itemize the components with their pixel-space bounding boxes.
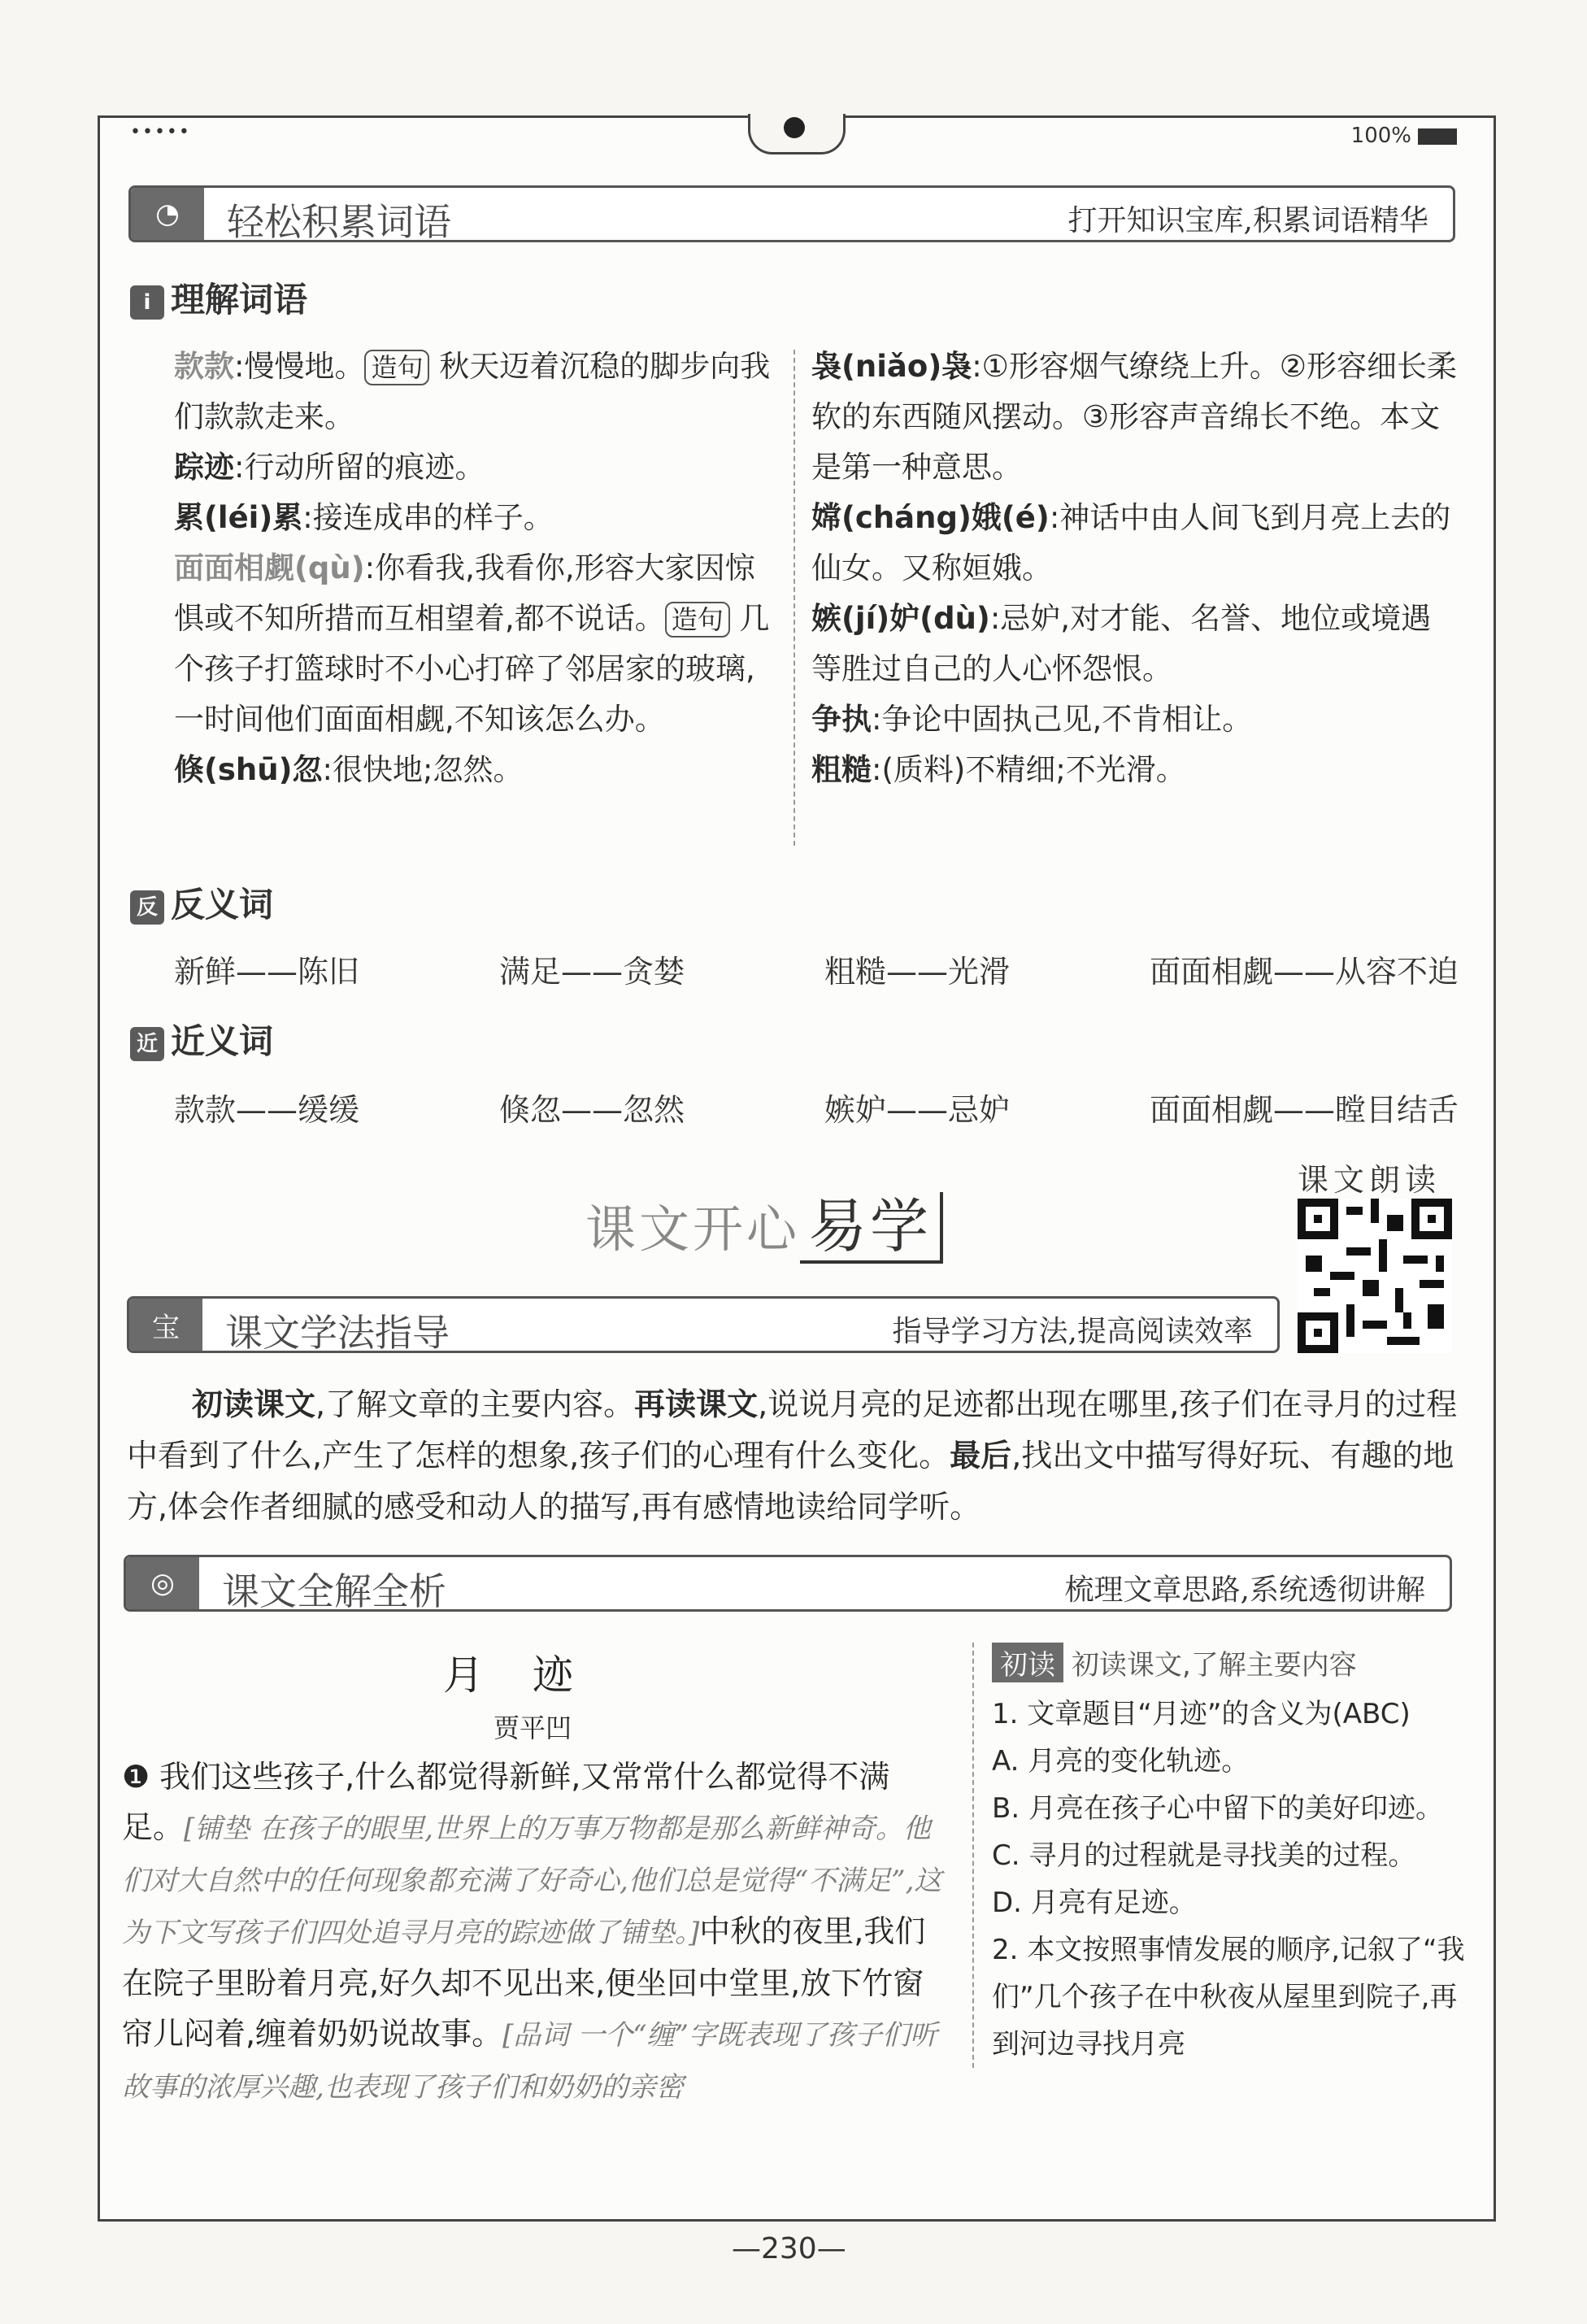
word-pair: 倏忽——忽然 [498, 1092, 685, 1128]
antonym-pairs [174, 947, 1459, 991]
signal-indicator: ••••• [130, 122, 191, 142]
heading-text: 初读课文,了解主要内容 [1072, 1649, 1357, 1682]
example-tag: 造句 [364, 350, 429, 385]
article-text: 中秋的夜里,我们在院子里盼着月亮,好久却不见出来,便坐回中堂里,放下竹窗帘儿闷着,缠着奶奶说故事。 [122, 1913, 926, 2052]
vocab-term: 嫉(jí)妒(dù) [811, 601, 990, 636]
page-number: —230— [732, 2232, 846, 2265]
section-title: 课文学法指导 [225, 1311, 450, 1355]
vocab-term: 面面相觑(qù) [174, 551, 365, 585]
word-pair: 面面相觑——瞠目结舌 [1149, 1092, 1459, 1128]
section-slogan: 指导学习方法,提高阅读效率 [892, 1315, 1253, 1348]
vocab-term: 嫦(cháng)娥(é) [811, 500, 1050, 535]
vocab-def: :慢慢地。 [234, 349, 365, 384]
vocab-def: :(质料)不精细;不光滑。 [872, 752, 1186, 787]
annotation-note: [品词 一个“缠”字既表现了孩子们听故事的浓厚兴趣,也表现了孩子们和奶奶的亲密 [122, 2019, 937, 2104]
option: A. 月亮的变化轨迹。 [992, 1745, 1250, 1778]
option: B. 月亮在孩子心中留下的美好印迹。 [992, 1792, 1443, 1825]
vocab-entry [174, 342, 776, 442]
synonyms-heading [130, 1015, 273, 1064]
section-title: 轻松积累词语 [227, 200, 451, 244]
heading-text: 近义词 [171, 1021, 274, 1061]
vocab-left-column [174, 342, 776, 795]
vocab-entry [811, 342, 1459, 493]
target-icon: ◎ [126, 1557, 199, 1609]
qr-label: 课文朗读 [1298, 1162, 1441, 1198]
word-pair: 嫉妒——忌妒 [824, 1092, 1010, 1128]
vocab-example: 几个孩子打篮球时不小心打碎了邻居家的玻璃,一时间他们面面相觑,不知该怎么办。 [174, 601, 770, 737]
option: D. 月亮有足迹。 [992, 1887, 1197, 1919]
treasure-icon: 宝 [129, 1299, 202, 1351]
word-pair: 新鲜——陈旧 [174, 954, 360, 990]
article-title: 月迹 [443, 1652, 622, 1699]
title-emphasis: 易学 [800, 1192, 943, 1264]
synonym-icon: 近 [130, 1027, 164, 1061]
title-prefix: 课文开心 [585, 1199, 801, 1259]
questions-heading [992, 1643, 1480, 1682]
method-step: 再读课文 [634, 1386, 759, 1422]
vocab-entry [174, 543, 776, 745]
battery-indicator [1351, 124, 1457, 148]
vocab-def: :争论中固执己见,不肯相让。 [872, 702, 1253, 737]
battery-icon [1418, 128, 1457, 145]
vocab-def: :接连成串的样子。 [302, 500, 554, 535]
section-method [127, 1296, 1280, 1353]
vocab-right-column [811, 342, 1459, 795]
example-tag: 造句 [665, 602, 730, 638]
vocab-def: :你看我,我看你,形容大家因惊惧或不知所措而互相望着,都不说话。 [174, 551, 755, 636]
question: 1. 文章题目“月迹”的含义为(ABC) [992, 1698, 1411, 1730]
method-text: ,说说月亮的足迹都出现在哪里,孩子们在寻月的过程中看到了什么,产生了怎样的想象,孩子们的心理有什么变化。 [127, 1386, 1458, 1473]
section-analysis [124, 1555, 1452, 1612]
vocab-entry [811, 694, 1459, 745]
vocab-example: 秋天迈着沉稳的脚步向我们款款走来。 [174, 349, 771, 434]
heading-text: 理解词语 [171, 280, 308, 320]
vocab-term: 争执 [811, 702, 872, 737]
article-body [122, 1752, 943, 2113]
annotation-note: [铺垫 在孩子的眼里,世界上的万事万物都是那么新鲜神奇。他们对大自然中的任何现象都充满了好奇心,他们总是觉得“不满足”,这为下文写孩子们四处追寻月亮的踪迹做了铺垫。] [122, 1813, 942, 1949]
battery-label: 100% [1350, 124, 1411, 148]
method-step: 最后 [950, 1438, 1012, 1473]
vocab-entry [174, 442, 776, 493]
method-text: ,了解文章的主要内容。 [315, 1386, 635, 1422]
antonym-icon: 反 [130, 890, 164, 925]
word-pair: 款款——缓缓 [174, 1092, 360, 1128]
vocab-term: 倏(shū)忽 [174, 752, 323, 787]
vocab-entry [811, 745, 1459, 795]
method-step: 初读课文 [192, 1386, 316, 1422]
vocab-def: :神话中由人间飞到月亮上去的仙女。又称姮娥。 [811, 500, 1451, 585]
vocab-entry [174, 745, 776, 795]
option: C. 寻月的过程就是寻找美的过程。 [992, 1839, 1416, 1872]
section-vocabulary [128, 185, 1455, 242]
understand-heading [130, 273, 307, 322]
easy-learning-title [585, 1179, 943, 1264]
section-slogan: 梳理文章思路,系统透彻讲解 [1064, 1573, 1425, 1607]
vocab-def: :行动所留的痕迹。 [234, 450, 485, 485]
info-icon: i [130, 285, 164, 320]
vocab-def: :忌妒,对才能、名誉、地位或境遇等胜过自己的人心怀怨恨。 [811, 601, 1432, 686]
vocab-entry [174, 493, 776, 543]
vocab-term: 粗糙 [811, 752, 872, 787]
camera-icon [784, 117, 805, 138]
qr-code-icon[interactable] [1298, 1199, 1452, 1353]
word-pair: 面面相觑——从容不迫 [1149, 954, 1459, 990]
section-slogan: 打开知识宝库,积累词语精华 [1067, 204, 1428, 237]
section-title: 课文全解全析 [222, 1569, 446, 1613]
vocab-entry [811, 594, 1459, 694]
heading-text: 反义词 [171, 885, 274, 925]
reading-questions [972, 1643, 1480, 2068]
vocab-term: 袅(niǎo)袅 [811, 349, 972, 384]
questions-body [992, 1691, 1480, 2068]
column-divider [794, 350, 795, 846]
method-text: ,找出文中描写得好玩、有趣的地方,体会作者细腻的感受和动人的描写,再有感情地读给同学听。 [127, 1438, 1454, 1525]
article [122, 1643, 943, 2113]
vocab-term: 款款 [174, 349, 234, 384]
article-text: ❶ 我们这些孩子,什么都觉得新鲜,又常常什么都觉得不满足。 [122, 1759, 890, 1845]
vocab-def: :①形容烟气缭绕上升。②形容细长柔软的东西随风摆动。③形容声音绵长不绝。本文是第一种意思。 [811, 349, 1458, 485]
antonyms-heading [130, 878, 273, 927]
vocab-entry [811, 493, 1459, 594]
word-pair: 满足——贪婪 [498, 954, 685, 990]
article-author: 贾平凹 [493, 1713, 572, 1743]
method-paragraph [127, 1379, 1460, 1533]
word-pair: 粗糙——光滑 [824, 954, 1010, 990]
synonym-pairs [174, 1085, 1459, 1129]
first-read-badge: 初读 [992, 1643, 1063, 1682]
vocab-term: 踪迹 [174, 450, 234, 485]
piggy-bank-icon: ◔ [131, 188, 204, 240]
question: 2. 本文按照事情发展的顺序,记叙了“我们”几个孩子在中秋夜从屋里到院子,再到河边寻找月亮 [992, 1934, 1465, 2061]
vocab-term: 累(léi)累 [174, 500, 303, 535]
vocab-def: :很快地;忽然。 [322, 752, 524, 787]
